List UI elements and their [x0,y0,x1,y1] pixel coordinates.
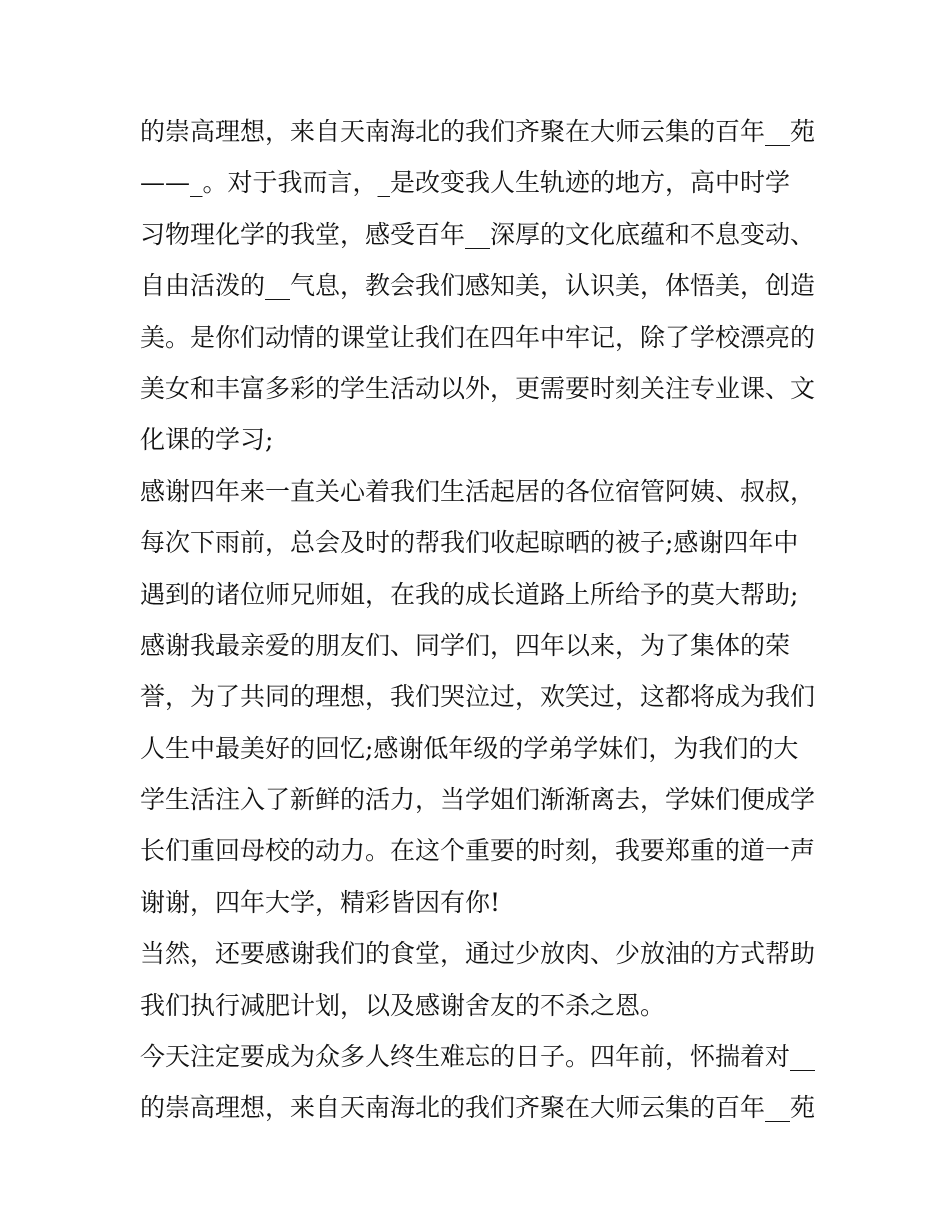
text-line: 化课的学习; [140,425,274,455]
text-line: 感谢四年来一直关心着我们生活起居的各位宿管阿姨、叔叔， [140,476,816,506]
text-line: 当然，还要感谢我们的食堂，通过少放肉、少放油的方式帮助 [140,939,816,969]
text-line: 美。是你们动情的课堂让我们在四年中牢记，除了学校漂亮的 [140,322,816,352]
text-line: 美女和丰富多彩的学生活动以外，更需要时刻关注专业课、文 [140,373,816,403]
text-line: 每次下雨前，总会及时的帮我们收起晾晒的被子;感谢四年中 [140,528,799,558]
text-line: 谢谢，四年大学，精彩皆因有你! [140,887,501,917]
text-line: 习物理化学的我堂，感受百年__深厚的文化底蕴和不息变动、 [140,219,816,249]
text-line: 的崇高理想，来自天南海北的我们齐聚在大师云集的百年__苑 [140,1093,816,1123]
text-line: ——_。对于我而言，_是改变我人生轨迹的地方，高中时学 [140,168,791,198]
text-line: 人生中最美好的回忆;感谢低年级的学弟学妹们，为我们的大 [140,733,799,763]
text-line: 誉，为了共同的理想，我们哭泣过，欢笑过，这都将成为我们 [140,682,816,712]
text-line: 遇到的诸位师兄师姐，在我的成长道路上所给予的莫大帮助; [140,579,799,609]
text-line: 学生活注入了新鲜的活力，当学姐们渐渐离去，学妹们便成学 [140,785,816,815]
text-line: 的崇高理想，来自天南海北的我们齐聚在大师云集的百年__苑 [140,117,816,146]
text-line: 长们重回母校的动力。在这个重要的时刻，我要郑重的道一声 [140,836,816,866]
text-line: 自由活泼的__气息，教会我们感知美，认识美，体悟美，创造 [140,271,816,301]
document-body [140,106,820,1134]
text-line: 感谢我最亲爱的朋友们、同学们，四年以来，为了集体的荣 [140,630,791,660]
text-line: 今天注定要成为众多人终生难忘的日子。四年前，怀揣着对__ [140,1042,816,1072]
text-line: 我们执行减肥计划，以及感谢舍友的不杀之恩。 [140,990,666,1020]
